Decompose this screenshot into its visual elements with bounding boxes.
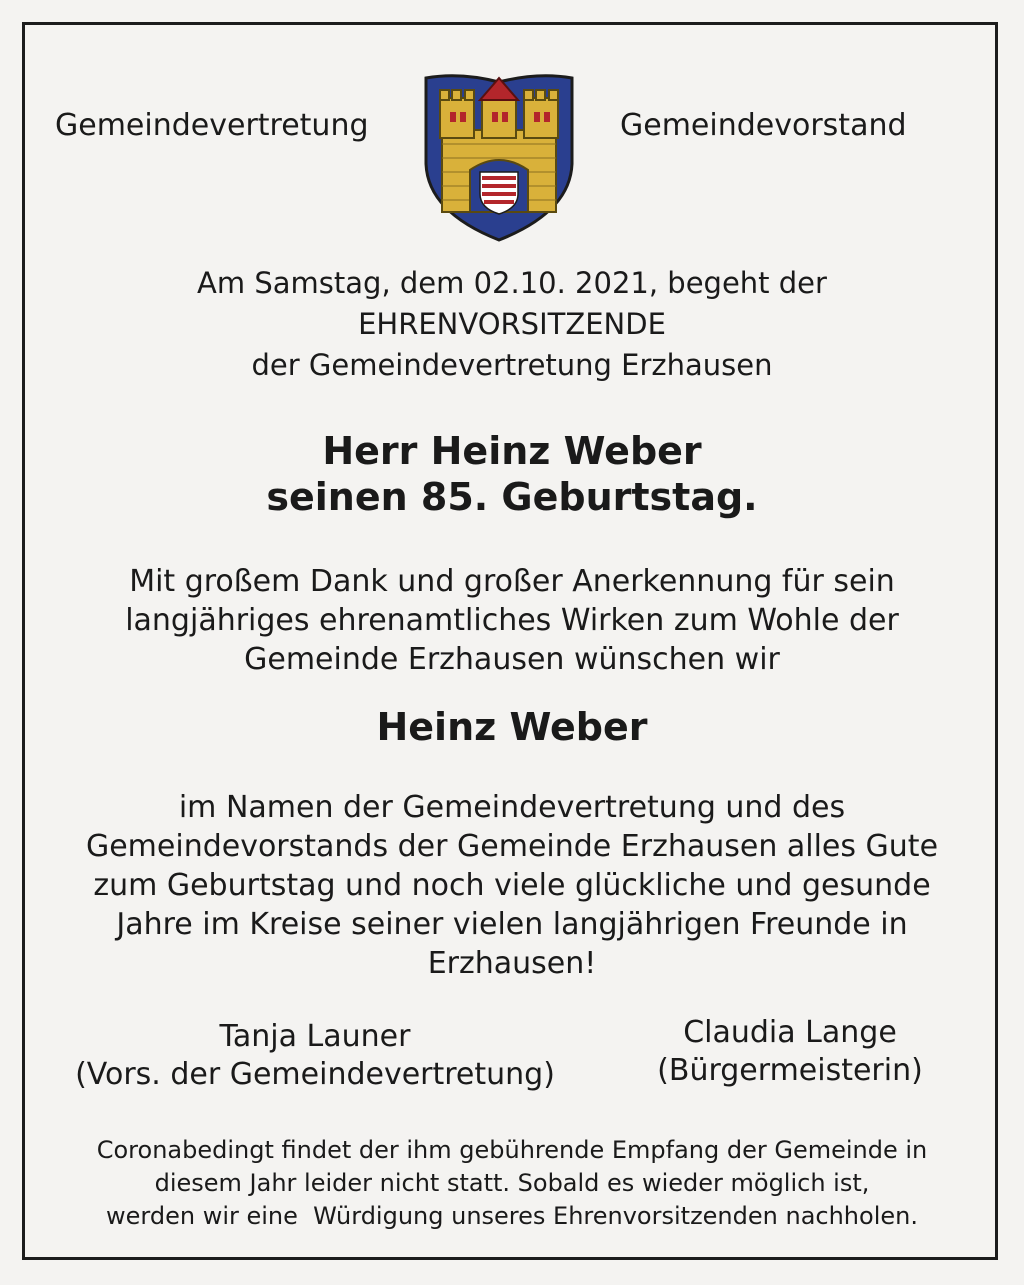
thanks-line: langjähriges ehrenamtliches Wirken zum Wohle der [125,603,899,638]
signature-name: Claudia Lange [683,1015,897,1050]
footer-line: Coronabedingt findet der ihm gebührende Empfang der Gemeinde in [96,1136,928,1164]
honoree-name: Heinz Weber [376,705,648,749]
signature-role: (Vors. der Gemeindevertretung) [75,1057,555,1092]
coat-of-arms-icon [420,72,578,244]
wishes-line: Erzhausen! [427,946,597,981]
footer-note [0,1134,1024,1233]
intro-text [0,263,1024,386]
headline-birthday: seinen 85. Geburtstag. [266,475,758,519]
thanks-line: Gemeinde Erzhausen wünschen wir [244,642,780,677]
headline [0,428,1024,520]
signature-right [620,1014,960,1090]
intro-line: der Gemeindevertretung Erzhausen [251,348,773,382]
thanks-line: Mit großem Dank und großer Anerkennung für sein [129,564,895,599]
footer-line: diesem Jahr leider nicht statt. Sobald es wieder möglich ist, [154,1169,870,1197]
wishes-line: im Namen der Gemeindevertretung und des [178,790,846,825]
intro-line: Am Samstag, dem 02.10. 2021, begeht der [197,266,827,300]
wishes-line: Gemeindevorstands der Gemeinde Erzhausen alles Gute [85,829,939,864]
header-left-label: Gemeindevertretung [55,108,369,143]
headline-name: Herr Heinz Weber [322,429,702,473]
thanks-paragraph [0,562,1024,679]
signature-name: Tanja Launer [219,1019,411,1054]
signature-left [50,1018,580,1094]
intro-title-line: EHRENVORSITZENDE [358,307,666,341]
signature-role: (Bürgermeisterin) [657,1053,923,1088]
wishes-paragraph [0,788,1024,983]
wishes-line: zum Geburtstag und noch viele glückliche und gesunde [93,868,931,903]
header-right-label: Gemeindevorstand [620,108,907,143]
footer-line: werden wir eine Würdigung unseres Ehrenvorsitzenden nachholen. [106,1202,918,1230]
wishes-line: Jahre im Kreise seiner vielen langjährigen Freunde in [116,907,908,942]
